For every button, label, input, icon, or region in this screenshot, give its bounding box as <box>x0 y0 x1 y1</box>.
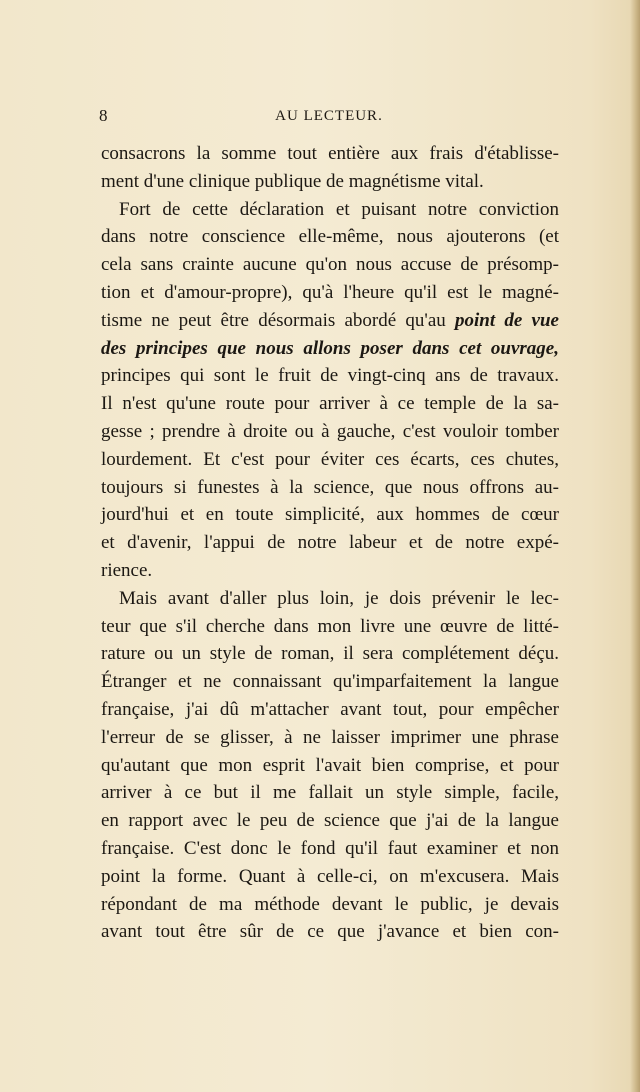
text-line: ment d'une clinique publique de magnétisme vital. <box>101 170 484 192</box>
text-line: avant tout être sûr de ce que j'avance et bien con- <box>101 921 559 943</box>
text-segment: tisme ne peut être désormais abordé qu'au <box>101 309 456 331</box>
page-header <box>99 104 559 128</box>
text-line: et d'avenir, l'appui de notre labeur et de notre expé- <box>101 532 559 554</box>
page-number: 8 <box>99 106 108 125</box>
text-line <box>101 307 559 335</box>
text-line: répondant de ma méthode devant le public, je devais <box>101 893 559 915</box>
text-line: Mais avant d'aller plus loin, je dois prévenir le lec- <box>119 587 559 609</box>
text-line: Fort de cette déclaration et puisant notre conviction <box>119 198 559 220</box>
body-text <box>101 140 559 946</box>
text-line: arriver à ce but il me fallait un style simple, facile, <box>101 782 559 804</box>
text-line: qu'autant que mon esprit l'avait bien comprise, et pour <box>101 754 559 776</box>
text-line: point la forme. Quant à celle-ci, on m'excusera. Mais <box>101 865 559 887</box>
text-line: lourdement. Et c'est pour éviter ces écarts, ces chutes, <box>101 448 559 470</box>
running-title: AU LECTEUR. <box>275 108 383 124</box>
text-line: cela sans crainte aucune qu'on nous accuse de présomp- <box>101 254 559 276</box>
text-line: française. C'est donc le fond qu'il faut examiner et non <box>101 837 559 859</box>
text-line: consacrons la somme tout entière aux frais d'établisse- <box>101 143 559 164</box>
text-line: gesse ; prendre à droite ou à gauche, c'est vouloir tomber <box>101 420 559 442</box>
text-line: principes qui sont le fruit de vingt-cinq ans de travaux. <box>101 365 559 387</box>
text-line: en rapport avec le peu de science que j'ai de la langue <box>101 810 559 832</box>
text-line: toujours si funestes à la science, que nous offrons au- <box>101 476 559 498</box>
text-line: rature ou un style de roman, il sera complétement déçu. <box>101 643 559 665</box>
text-line: l'erreur de se glisser, à ne laisser imprimer une phrase <box>101 726 559 748</box>
text-line: dans notre conscience elle-même, nous ajouterons (et <box>101 226 559 248</box>
page-edge <box>630 0 640 1092</box>
text-line <box>101 335 559 363</box>
text-line: française, j'ai dû m'attacher avant tout, pour empêcher <box>101 698 559 720</box>
text-line: teur que s'il cherche dans mon livre une œuvre de litté- <box>101 615 559 637</box>
text-line: tion et d'amour-propre), qu'à l'heure qu'il est le magné- <box>101 281 559 303</box>
text-line: Il n'est qu'une route pour arriver à ce temple de la sa- <box>101 393 559 415</box>
italic-segment: point de vue <box>455 309 559 331</box>
text-line: Étranger et ne connaissant qu'imparfaitement la langue <box>101 671 559 693</box>
text-line: jourd'hui et en toute simplicité, aux hommes de cœur <box>101 504 559 526</box>
italic-segment: des principes que nous allons poser dans cet ouvrage, <box>101 337 559 359</box>
text-line: rience. <box>101 559 153 581</box>
